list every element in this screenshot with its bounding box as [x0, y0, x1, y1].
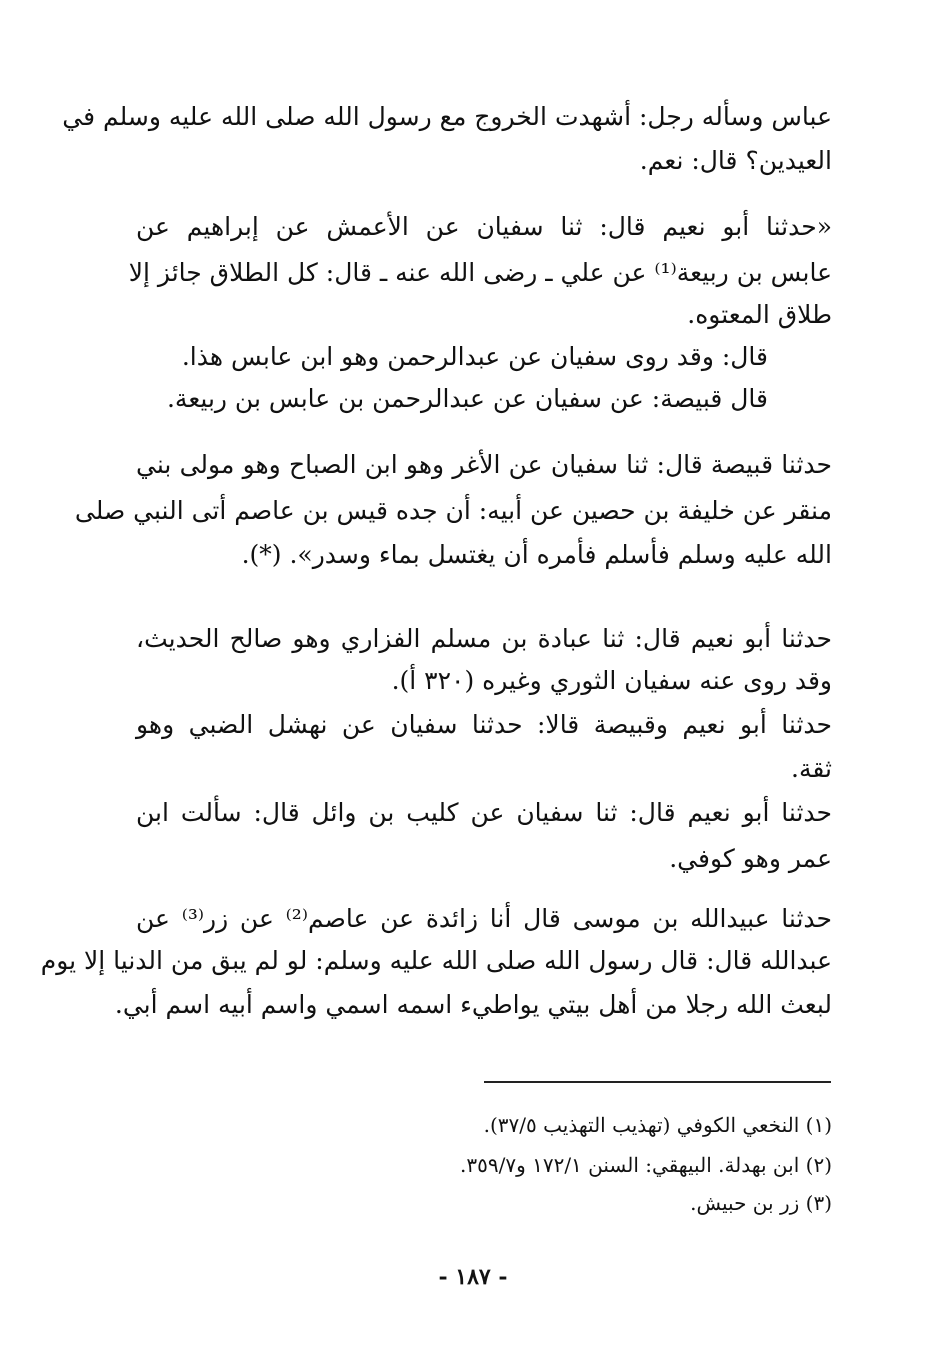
text-line: طلاق المعتوه. — [687, 300, 832, 329]
text-line: الله عليه وسلم فأسلم فأمره أن يغتسل بماء وسدر». (*). — [241, 540, 832, 569]
text-line: عابس بن ربيعة⁽¹⁾ عن علي ـ رضى الله عنه ـ قال: كل الطلاق جائز إلا — [128, 258, 832, 287]
text-line: حدثنا أبو نعيم قال: ثنا سفيان عن كليب بن وائل قال: سألت ابن — [136, 798, 832, 827]
text-line: قال: وقد روى سفيان عن عبدالرحمن وهو ابن عابس هذا. — [181, 342, 768, 371]
footnote-2: (٢) ابن بهدلة. البيهقي: السنن ١٧٢/١ و٣٥٩/٧. — [460, 1153, 832, 1177]
page-number: - ١٨٧ - — [438, 1264, 508, 1290]
text-line: وقد روى عنه سفيان الثوري وغيره (٣٢٠ أ). — [391, 666, 832, 695]
text-line: لبعث الله رجلا من أهل بيتي يواطيء اسمه اسمي واسم أبيه اسم أبي. — [114, 990, 832, 1019]
text-line: منقر عن خليفة بن حصين عن أبيه: أن جده قيس بن عاصم أتى النبي صلى — [74, 496, 832, 525]
text-line: حدثنا قبيصة قال: ثنا سفيان عن الأغر وهو ابن الصباح وهو مولى بني — [136, 450, 832, 479]
text-line: حدثنا أبو نعيم وقبيصة قالا: حدثنا سفيان عن نهشل الضبي وهو — [136, 710, 832, 739]
text-line: «حدثنا أبو نعيم قال: ثنا سفيان عن الأعمش عن إبراهيم عن — [136, 212, 832, 241]
footnote-divider — [484, 1081, 831, 1083]
text-line: عباس وسأله رجل: أشهدت الخروج مع رسول الله صلى الله عليه وسلم في — [62, 102, 832, 131]
footnote-1: (١) النخعي الكوفي (تهذيب التهذيب ٣٧/٥). — [483, 1113, 832, 1137]
text-line: حدثنا أبو نعيم قال: ثنا عبادة بن مسلم الفزاري وهو صالح الحديث، — [136, 624, 832, 653]
text-line: عبدالله قال: قال رسول الله صلى الله عليه وسلم: لو لم يبق من الدنيا إلا يوم — [40, 946, 832, 975]
text-line: العيدين؟ قال: نعم. — [639, 146, 832, 175]
text-line: ثقة. — [791, 754, 832, 783]
text-line: حدثنا عبيدالله بن موسى قال أنا زائدة عن عاصم⁽²⁾ عن زر⁽³⁾ عن — [136, 904, 832, 933]
text-line: قال قبيصة: عن سفيان عن عبدالرحمن بن عابس بن ربيعة. — [166, 384, 768, 413]
footnote-3: (٣) زر بن حبيش. — [690, 1191, 832, 1215]
text-line: عمر وهو كوفي. — [669, 844, 832, 873]
